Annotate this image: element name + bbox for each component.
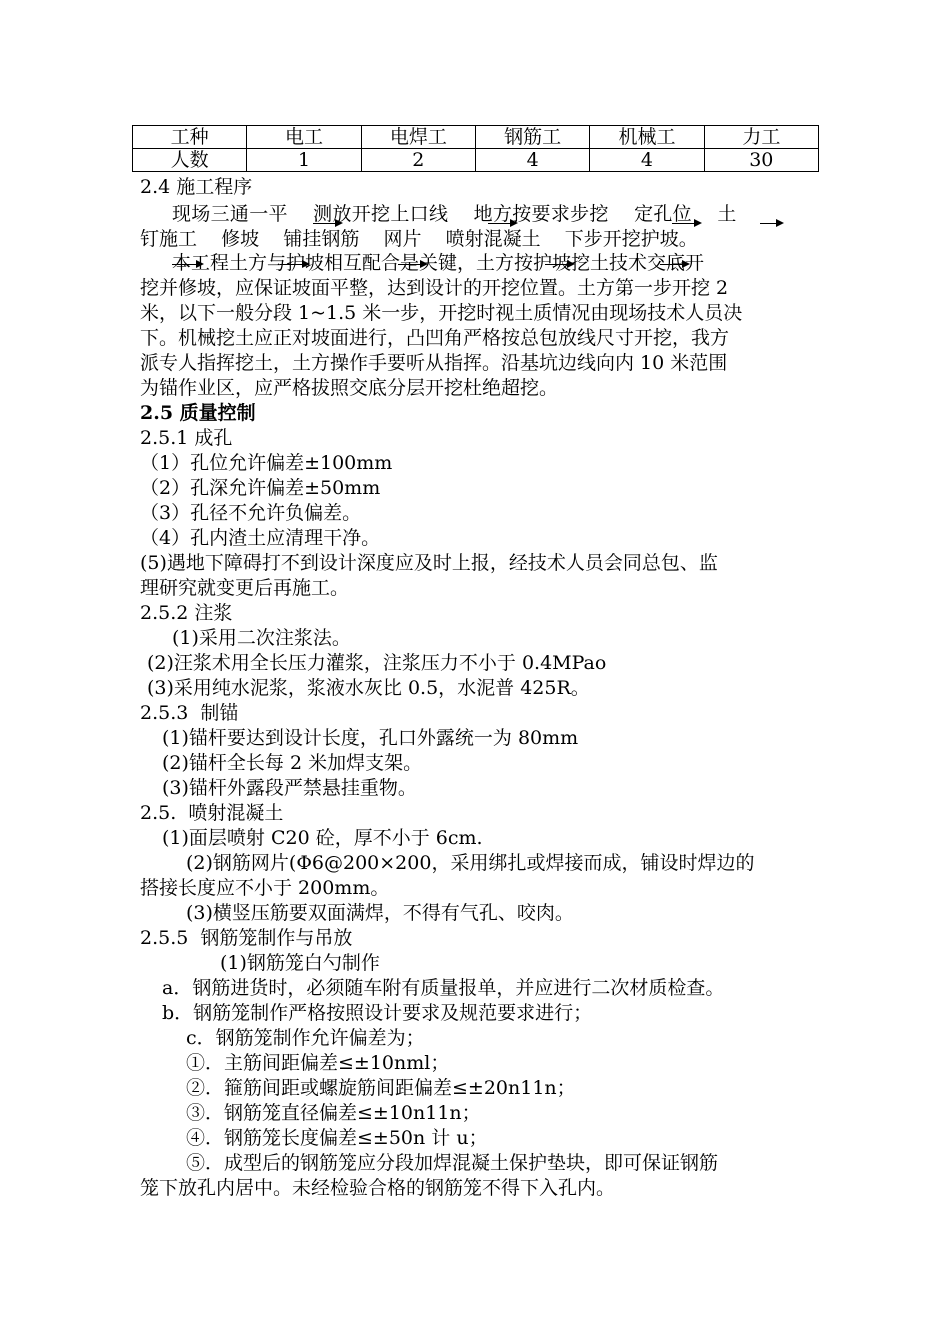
subsection-heading: 2.5.1 成孔 [140, 427, 233, 449]
table-cell: 机械工 [590, 126, 704, 149]
list-item: (3)采用纯水泥浆，浆液水灰比 0.5，水泥普 425R。 [147, 677, 590, 699]
list-item: （3）孔径不允许负偏差。 [140, 502, 362, 524]
list-item: （2）孔深允许偏差±50mm [140, 477, 381, 499]
paragraph-line: 搭接长度应不小于 200mm。 [140, 877, 390, 899]
paragraph-line: 理研究就变更后再施工。 [140, 577, 350, 599]
table-cell: 人数 [133, 149, 247, 172]
table-cell: 1 [247, 149, 361, 172]
paragraph-line: 挖并修坡，应保证坡面平整，达到设计的开挖位置。土方第一步开挖 2 [140, 277, 729, 299]
paragraph-line: 钉施工 修坡 铺挂钢筋 网片 喷射混凝土 下步开挖护坡。 [140, 228, 698, 250]
list-item: b．钢筋笼制作严格按照设计要求及规范要求进行； [162, 1002, 593, 1024]
list-item: ③．钢筋笼直径偏差≤±10n11n； [186, 1102, 481, 1124]
list-item: （4）孔内渣土应清理干净。 [140, 527, 381, 549]
table-header-row [133, 126, 819, 149]
arrow-icon [488, 223, 516, 224]
section-heading: 2.5 质量控制 [140, 402, 256, 424]
arrow-icon [672, 223, 700, 224]
table-cell: 电焊工 [361, 126, 475, 149]
table-cell: 4 [590, 149, 704, 172]
subsection-heading: 2.5.5 钢筋笼制作与吊放 [140, 927, 353, 949]
paragraph-line: 本工程土方与护坡相互配合是关键，土方按护坡挖土技术交底开 [172, 252, 705, 274]
list-item: ⑤．成型后的钢筋笼应分段加焊混凝土保护垫块，即可保证钢筋 [186, 1152, 719, 1174]
paragraph-line: 派专人指挥挖土，土方操作手要听从指挥。沿基坑边线向内 10 米范围 [140, 352, 728, 374]
subsection-heading: 2.5. 喷射混凝土 [140, 802, 284, 824]
list-item: (2)锚杆全长每 2 米加焊支架。 [162, 752, 423, 774]
paragraph-line: 现场三通一平 测放开挖上口线 地方按要求步挖 定孔位 土 [172, 203, 737, 225]
list-item: (1)面层喷射 C20 砼，厚不小于 6cm. [162, 827, 483, 849]
table-cell: 30 [704, 149, 818, 172]
list-item: ②．箍筋间距或螺旋筋间距偏差≤±20n11n； [186, 1077, 576, 1099]
list-item: （1）孔位允许偏差±100mm [140, 452, 393, 474]
section-heading: 2.4 施工程序 [140, 176, 253, 198]
paragraph-line: 米，以下一般分段 1~1.5 米一步，开挖时视土质情况由现场技术人员决 [140, 302, 743, 324]
table-row [133, 149, 819, 172]
list-item: ④．钢筋笼长度偏差≤±50n 计 u； [186, 1127, 488, 1149]
table-cell: 钢筋工 [475, 126, 589, 149]
table-cell: 4 [475, 149, 589, 172]
arrow-icon [760, 223, 782, 224]
subsection-heading: 2.5.3 制锚 [140, 702, 239, 724]
table-cell: 电工 [247, 126, 361, 149]
list-item: a．钢筋进货时，必须随车附有质量报单，并应进行二次材质检查。 [162, 977, 725, 999]
list-item: (2)钢筋网片(Φ6@200×200，采用绑扎或焊接而成，铺设时焊边的 [186, 852, 755, 874]
paragraph-line: 笼下放孔内居中。未经检验合格的钢筋笼不得下入孔内。 [140, 1177, 616, 1199]
table-cell: 工种 [133, 126, 247, 149]
list-item: (3)锚杆外露段严禁悬挂重物。 [162, 777, 417, 799]
list-item: (5)遇地下障碍打不到设计深度应及时上报，经技术人员会同总包、监 [140, 552, 718, 574]
crew-table [132, 125, 819, 172]
list-item: (1)采用二次注浆法。 [172, 627, 351, 649]
list-item: (1)锚杆要达到设计长度，孔口外露统一为 80mm [162, 727, 579, 749]
table-cell: 力工 [704, 126, 818, 149]
list-item: ①．主筋间距偏差≤±10nml； [186, 1052, 450, 1074]
list-item: c．钢筋笼制作允许偏差为； [186, 1027, 425, 1049]
paragraph-line: 下。机械挖土应正对坡面进行，凸凹角严格按总包放线尺寸开挖，我方 [140, 327, 730, 349]
arrow-icon [313, 223, 341, 224]
subsection-heading: 2.5.2 注浆 [140, 602, 233, 624]
list-item: (2)汪浆术用全长压力灌浆，注浆压力不小于 0.4MPao [147, 652, 607, 674]
list-item: (3)横竖压筋要双面满焊，不得有气孔、咬肉。 [186, 902, 574, 924]
paragraph-line: 为锚作业区，应严格拔照交底分层开挖杜绝超挖。 [140, 377, 559, 399]
table-cell: 2 [361, 149, 475, 172]
list-item: (1)钢筋笼白勺制作 [220, 952, 380, 974]
